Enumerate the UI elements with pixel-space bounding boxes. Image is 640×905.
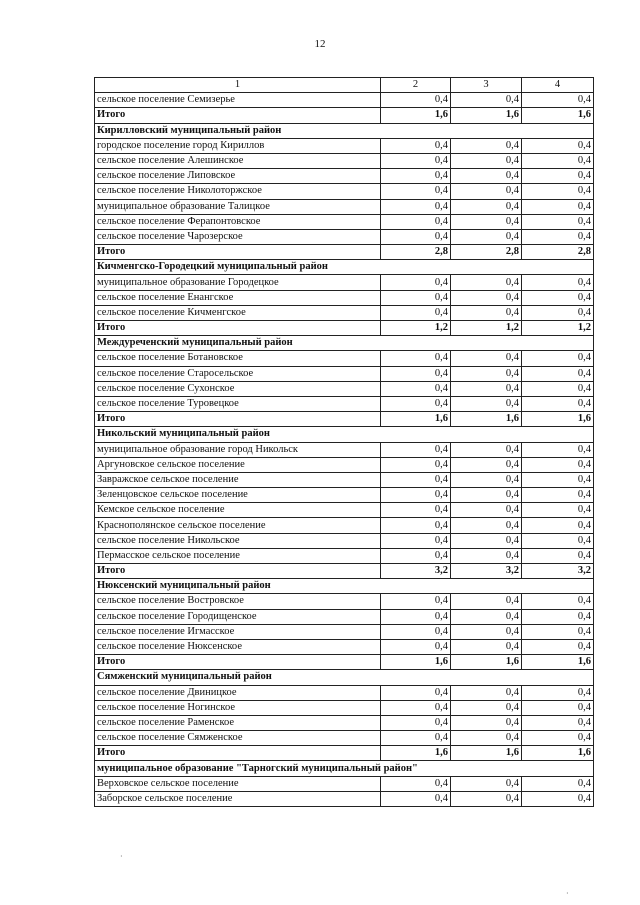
settlement-name: городское поселение город Кириллов — [95, 138, 381, 153]
value-cell-col-4: 0,4 — [522, 366, 594, 381]
settlement-name: Заборское сельское поселение — [95, 791, 381, 806]
settlement-name: муниципальное образование Талицкое — [95, 199, 381, 214]
value-cell-col-2: 1,6 — [381, 412, 451, 427]
value-cell-col-4: 0,4 — [522, 503, 594, 518]
value-cell-col-2: 0,4 — [381, 169, 451, 184]
settlement-name: сельское поселение Николоторжское — [95, 184, 381, 199]
value-cell-col-4: 0,4 — [522, 93, 594, 108]
table-row — [95, 290, 594, 305]
value-cell-col-3: 0,4 — [451, 548, 522, 563]
value-cell-col-2: 0,4 — [381, 503, 451, 518]
value-cell-col-2: 0,4 — [381, 153, 451, 168]
table-row — [95, 488, 594, 503]
settlement-name: сельское поселение Туровецкое — [95, 396, 381, 411]
value-cell-col-4: 0,4 — [522, 731, 594, 746]
value-cell-col-4: 0,4 — [522, 609, 594, 624]
table-row — [95, 396, 594, 411]
section-heading-row — [95, 761, 594, 776]
settlement-name: сельское поселение Кичменгское — [95, 305, 381, 320]
settlement-name: сельское поселение Сямженское — [95, 731, 381, 746]
settlement-name: сельское поселение Раменское — [95, 715, 381, 730]
value-cell-col-2: 0,4 — [381, 381, 451, 396]
value-cell-col-3: 0,4 — [451, 169, 522, 184]
value-cell-col-3: 1,6 — [451, 412, 522, 427]
value-cell-col-4: 0,4 — [522, 169, 594, 184]
table-body — [95, 93, 594, 807]
value-cell-col-4: 0,4 — [522, 533, 594, 548]
value-cell-col-2: 0,4 — [381, 518, 451, 533]
value-cell-col-2: 1,6 — [381, 655, 451, 670]
total-label: Итого — [95, 108, 381, 123]
value-cell-col-4: 0,4 — [522, 472, 594, 487]
value-cell-col-3: 0,4 — [451, 457, 522, 472]
value-cell-col-2: 0,4 — [381, 290, 451, 305]
value-cell-col-2: 0,4 — [381, 229, 451, 244]
value-cell-col-2: 1,6 — [381, 108, 451, 123]
value-cell-col-2: 0,4 — [381, 548, 451, 563]
value-cell-col-4: 0,4 — [522, 442, 594, 457]
value-cell-col-3: 0,4 — [451, 184, 522, 199]
value-cell-col-3: 0,4 — [451, 594, 522, 609]
value-cell-col-3: 0,4 — [451, 275, 522, 290]
settlement-name: Пермасское сельское поселение — [95, 548, 381, 563]
value-cell-col-3: 0,4 — [451, 472, 522, 487]
total-row — [95, 321, 594, 336]
value-cell-col-2: 0,4 — [381, 488, 451, 503]
value-cell-col-4: 1,6 — [522, 746, 594, 761]
table-row — [95, 169, 594, 184]
value-cell-col-4: 0,4 — [522, 199, 594, 214]
section-heading-row — [95, 579, 594, 594]
value-cell-col-3: 0,4 — [451, 138, 522, 153]
value-cell-col-2: 1,2 — [381, 321, 451, 336]
settlement-name: сельское поселение Востровское — [95, 594, 381, 609]
settlement-name: сельское поселение Ферапонтовское — [95, 214, 381, 229]
total-label: Итого — [95, 321, 381, 336]
value-cell-col-4: 0,4 — [522, 153, 594, 168]
value-cell-col-3: 0,4 — [451, 229, 522, 244]
value-cell-col-2: 0,4 — [381, 199, 451, 214]
value-cell-col-4: 1,2 — [522, 321, 594, 336]
table-row — [95, 472, 594, 487]
value-cell-col-3: 0,4 — [451, 366, 522, 381]
value-cell-col-2: 0,4 — [381, 715, 451, 730]
table-row — [95, 548, 594, 563]
table-row — [95, 229, 594, 244]
value-cell-col-3: 0,4 — [451, 442, 522, 457]
value-cell-col-2: 0,4 — [381, 396, 451, 411]
value-cell-col-2: 0,4 — [381, 791, 451, 806]
value-cell-col-4: 0,4 — [522, 685, 594, 700]
value-cell-col-2: 0,4 — [381, 609, 451, 624]
value-cell-col-2: 0,4 — [381, 184, 451, 199]
value-cell-col-4: 0,4 — [522, 138, 594, 153]
value-cell-col-4: 1,6 — [522, 108, 594, 123]
table-row — [95, 518, 594, 533]
settlement-name: Кемское сельское поселение — [95, 503, 381, 518]
value-cell-col-4: 3,2 — [522, 564, 594, 579]
value-cell-col-3: 0,4 — [451, 93, 522, 108]
settlement-name: сельское поселение Енангское — [95, 290, 381, 305]
section-heading-row — [95, 670, 594, 685]
value-cell-col-4: 0,4 — [522, 700, 594, 715]
value-cell-col-3: 0,4 — [451, 153, 522, 168]
total-row — [95, 245, 594, 260]
value-cell-col-3: 0,4 — [451, 624, 522, 639]
table-row — [95, 639, 594, 654]
value-cell-col-4: 1,6 — [522, 412, 594, 427]
section-heading: Кичменгско-Городецкий муниципальный район — [95, 260, 594, 275]
total-label: Итого — [95, 746, 381, 761]
table-header-row — [95, 78, 594, 93]
value-cell-col-2: 0,4 — [381, 700, 451, 715]
value-cell-col-2: 0,4 — [381, 305, 451, 320]
value-cell-col-4: 0,4 — [522, 351, 594, 366]
value-cell-col-2: 0,4 — [381, 776, 451, 791]
value-cell-col-3: 1,6 — [451, 108, 522, 123]
total-label: Итого — [95, 412, 381, 427]
table-row — [95, 533, 594, 548]
value-cell-col-4: 0,4 — [522, 275, 594, 290]
table-row — [95, 275, 594, 290]
table-row — [95, 199, 594, 214]
value-cell-col-3: 0,4 — [451, 351, 522, 366]
value-cell-col-3: 0,4 — [451, 214, 522, 229]
value-cell-col-3: 0,4 — [451, 533, 522, 548]
value-cell-col-2: 0,4 — [381, 93, 451, 108]
value-cell-col-3: 0,4 — [451, 776, 522, 791]
section-heading: Нюксенский муниципальный район — [95, 579, 594, 594]
allocation-table — [94, 77, 594, 807]
value-cell-col-4: 0,4 — [522, 639, 594, 654]
table-row — [95, 305, 594, 320]
value-cell-col-4: 0,4 — [522, 594, 594, 609]
total-row — [95, 655, 594, 670]
section-heading: муниципальное образование "Тарногский муниципальный район" — [95, 761, 594, 776]
table-row — [95, 184, 594, 199]
value-cell-col-4: 0,4 — [522, 381, 594, 396]
value-cell-col-2: 2,8 — [381, 245, 451, 260]
table-row — [95, 731, 594, 746]
table-row — [95, 138, 594, 153]
value-cell-col-4: 0,4 — [522, 305, 594, 320]
total-label: Итого — [95, 655, 381, 670]
value-cell-col-3: 3,2 — [451, 564, 522, 579]
total-row — [95, 564, 594, 579]
value-cell-col-4: 0,4 — [522, 624, 594, 639]
total-label: Итого — [95, 564, 381, 579]
settlement-name: сельское поселение Ногинское — [95, 700, 381, 715]
value-cell-col-2: 3,2 — [381, 564, 451, 579]
value-cell-col-3: 0,4 — [451, 518, 522, 533]
value-cell-col-4: 0,4 — [522, 715, 594, 730]
value-cell-col-3: 0,4 — [451, 791, 522, 806]
value-cell-col-3: 0,4 — [451, 715, 522, 730]
value-cell-col-4: 0,4 — [522, 214, 594, 229]
value-cell-col-3: 0,4 — [451, 731, 522, 746]
value-cell-col-4: 0,4 — [522, 229, 594, 244]
table-row — [95, 685, 594, 700]
total-label: Итого — [95, 245, 381, 260]
value-cell-col-3: 0,4 — [451, 199, 522, 214]
section-heading: Никольский муниципальный район — [95, 427, 594, 442]
scan-speck: · — [566, 889, 569, 898]
value-cell-col-2: 0,4 — [381, 639, 451, 654]
value-cell-col-4: 0,4 — [522, 488, 594, 503]
value-cell-col-4: 0,4 — [522, 184, 594, 199]
section-heading: Сямженский муниципальный район — [95, 670, 594, 685]
settlement-name: сельское поселение Никольское — [95, 533, 381, 548]
table-row — [95, 366, 594, 381]
value-cell-col-2: 0,4 — [381, 351, 451, 366]
table-row — [95, 153, 594, 168]
value-cell-col-3: 0,4 — [451, 609, 522, 624]
table-row — [95, 214, 594, 229]
value-cell-col-2: 0,4 — [381, 533, 451, 548]
value-cell-col-2: 0,4 — [381, 214, 451, 229]
table-row — [95, 381, 594, 396]
value-cell-col-3: 0,4 — [451, 381, 522, 396]
settlement-name: сельское поселение Липовское — [95, 169, 381, 184]
section-heading-row — [95, 336, 594, 351]
value-cell-col-3: 0,4 — [451, 290, 522, 305]
table-row — [95, 503, 594, 518]
value-cell-col-3: 1,2 — [451, 321, 522, 336]
value-cell-col-4: 0,4 — [522, 776, 594, 791]
value-cell-col-3: 0,4 — [451, 685, 522, 700]
value-cell-col-3: 0,4 — [451, 503, 522, 518]
section-heading-row — [95, 260, 594, 275]
table-row — [95, 776, 594, 791]
value-cell-col-3: 0,4 — [451, 639, 522, 654]
value-cell-col-4: 0,4 — [522, 290, 594, 305]
settlement-name: Верховское сельское поселение — [95, 776, 381, 791]
value-cell-col-2: 0,4 — [381, 472, 451, 487]
table-row — [95, 457, 594, 472]
settlement-name: сельское поселение Старосельское — [95, 366, 381, 381]
settlement-name: сельское поселение Ботановское — [95, 351, 381, 366]
value-cell-col-3: 1,6 — [451, 655, 522, 670]
value-cell-col-4: 0,4 — [522, 518, 594, 533]
table-row — [95, 594, 594, 609]
table-row — [95, 715, 594, 730]
value-cell-col-2: 0,4 — [381, 366, 451, 381]
table-row — [95, 700, 594, 715]
value-cell-col-3: 0,4 — [451, 305, 522, 320]
settlement-name: сельское поселение Сухонское — [95, 381, 381, 396]
settlement-name: сельское поселение Алешинское — [95, 153, 381, 168]
settlement-name: сельское поселение Семизерье — [95, 93, 381, 108]
column-header-3: 3 — [451, 78, 522, 93]
value-cell-col-2: 0,4 — [381, 442, 451, 457]
value-cell-col-2: 0,4 — [381, 731, 451, 746]
total-row — [95, 412, 594, 427]
settlement-name: муниципальное образование Городецкое — [95, 275, 381, 290]
value-cell-col-2: 1,6 — [381, 746, 451, 761]
section-heading-row — [95, 427, 594, 442]
value-cell-col-2: 0,4 — [381, 275, 451, 290]
total-row — [95, 746, 594, 761]
scan-speck: · — [120, 852, 123, 861]
value-cell-col-4: 0,4 — [522, 791, 594, 806]
table-row — [95, 93, 594, 108]
settlement-name: сельское поселение Игмасское — [95, 624, 381, 639]
value-cell-col-4: 2,8 — [522, 245, 594, 260]
section-heading: Междуреченский муниципальный район — [95, 336, 594, 351]
column-header-2: 2 — [381, 78, 451, 93]
value-cell-col-3: 1,6 — [451, 746, 522, 761]
column-header-1: 1 — [95, 78, 381, 93]
page-number: 12 — [314, 38, 326, 50]
table-row — [95, 351, 594, 366]
settlement-name: Аргуновское сельское поселение — [95, 457, 381, 472]
settlement-name: муниципальное образование город Никольск — [95, 442, 381, 457]
value-cell-col-2: 0,4 — [381, 624, 451, 639]
table-row — [95, 442, 594, 457]
section-heading: Кирилловский муниципальный район — [95, 123, 594, 138]
value-cell-col-4: 0,4 — [522, 457, 594, 472]
value-cell-col-2: 0,4 — [381, 594, 451, 609]
settlement-name: Завражское сельское поселение — [95, 472, 381, 487]
value-cell-col-4: 0,4 — [522, 396, 594, 411]
table-row — [95, 791, 594, 806]
table-row — [95, 609, 594, 624]
settlement-name: Зеленцовское сельское поселение — [95, 488, 381, 503]
value-cell-col-3: 0,4 — [451, 700, 522, 715]
value-cell-col-3: 2,8 — [451, 245, 522, 260]
value-cell-col-2: 0,4 — [381, 138, 451, 153]
section-heading-row — [95, 123, 594, 138]
settlement-name: сельское поселение Городищенское — [95, 609, 381, 624]
settlement-name: сельское поселение Чарозерское — [95, 229, 381, 244]
value-cell-col-4: 0,4 — [522, 548, 594, 563]
value-cell-col-3: 0,4 — [451, 396, 522, 411]
total-row — [95, 108, 594, 123]
value-cell-col-4: 1,6 — [522, 655, 594, 670]
value-cell-col-3: 0,4 — [451, 488, 522, 503]
value-cell-col-2: 0,4 — [381, 685, 451, 700]
column-header-4: 4 — [522, 78, 594, 93]
table-row — [95, 624, 594, 639]
settlement-name: сельское поселение Нюксенское — [95, 639, 381, 654]
settlement-name: сельское поселение Двиницкое — [95, 685, 381, 700]
value-cell-col-2: 0,4 — [381, 457, 451, 472]
settlement-name: Краснополянское сельское поселение — [95, 518, 381, 533]
